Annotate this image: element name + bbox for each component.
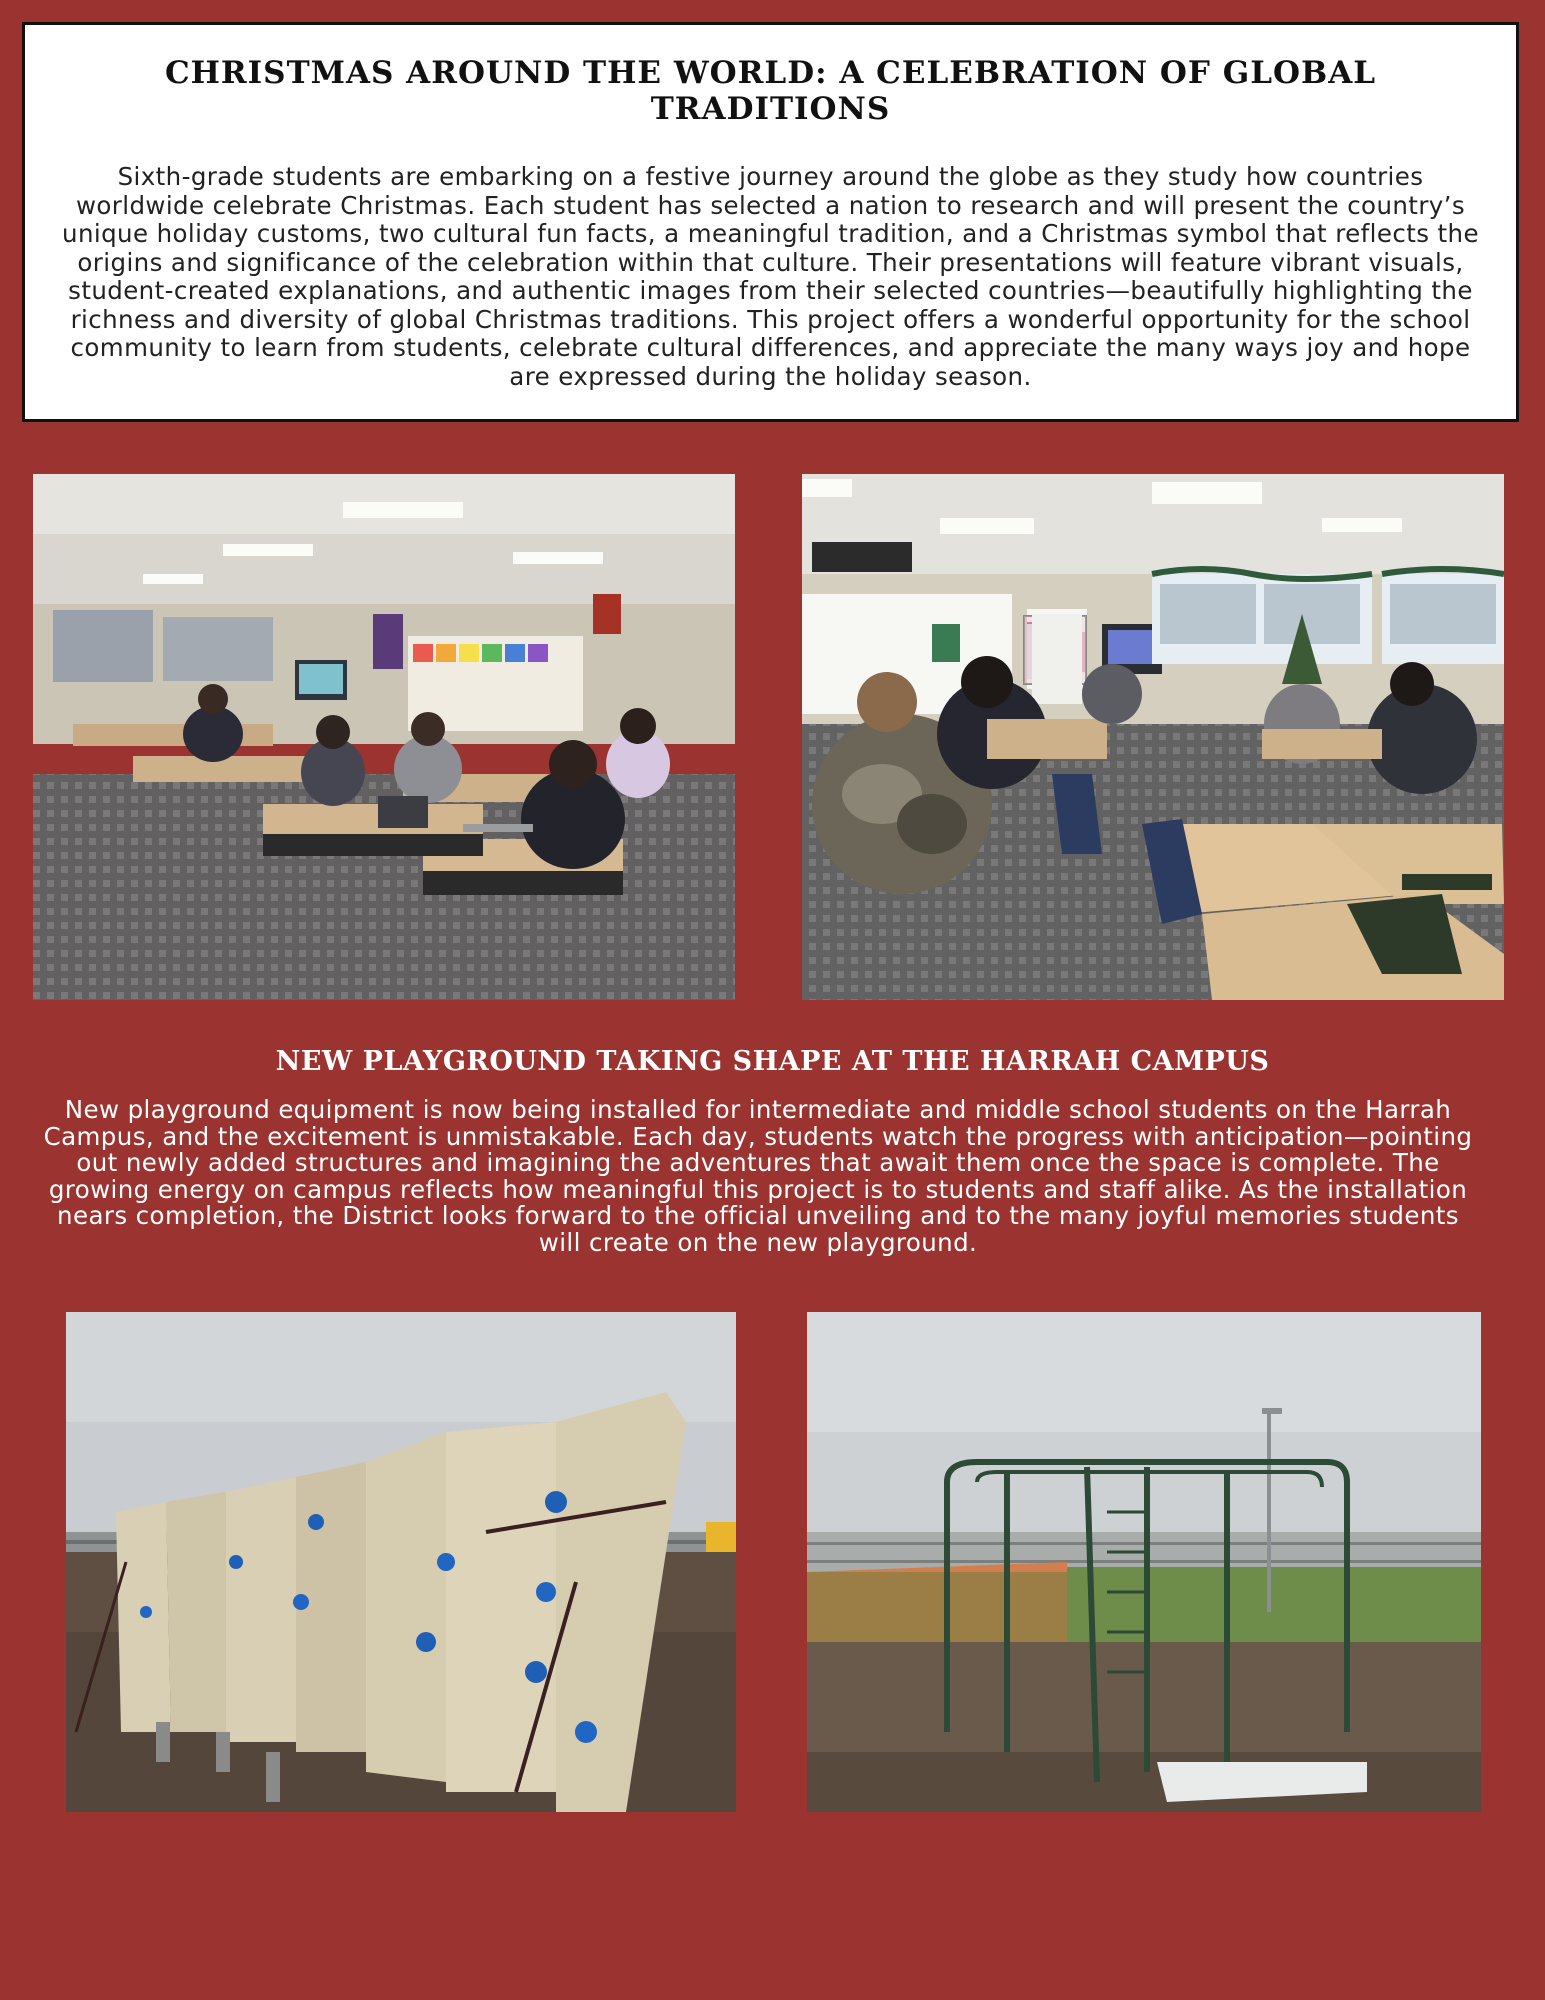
christmas-article-title: CHRISTMAS AROUND THE WORLD: A CELEBRATION OF GLOBAL TRADITIONS <box>164 55 1377 127</box>
playground-article-title: NEW PLAYGROUND TAKING SHAPE AT THE HARRAH CAMPUS <box>275 1046 1270 1077</box>
climbing-wall-photo <box>66 1312 736 1812</box>
christmas-article-body: Sixth-grade students are embarking on a festive journey around the globe as they study how countries worldwide celebrate Christmas. Each student has selected a nation to research and will present the country’s unique holiday customs, two cultural fun facts, a meaningful tradition, and a Christmas symbol that reflects the origins and significance of the celebration within that culture. Their presentations will feature vibrant visuals, student-created explanations, and authentic images from their selected countries—beautifully highlighting the richness and diversity of global Christmas traditions. This project offers a wonderful opportunity for the school community to learn from students, celebrate cultural differences, and appreciate the many ways joy and hope are expressed during the holiday season. <box>62 162 1479 391</box>
playground-article-body: New playground equipment is now being installed for intermediate and middle school students on the Harrah Campus, and the excitement is unmistakable. Each day, students watch the progress with anticipation—pointing out newly added structures and imagining the adventures that await them once the space is complete. The growing energy on campus reflects how meaningful this project is to students and staff alike. As the installation nears completion, the District looks forward to the official unveiling and to the many joyful memories students will create on the new playground. <box>43 1095 1473 1257</box>
classroom-photo-left <box>33 474 735 1000</box>
dome-climber-photo <box>807 1312 1481 1812</box>
classroom-photo-right <box>802 474 1504 1000</box>
christmas-article-box <box>22 22 1519 422</box>
